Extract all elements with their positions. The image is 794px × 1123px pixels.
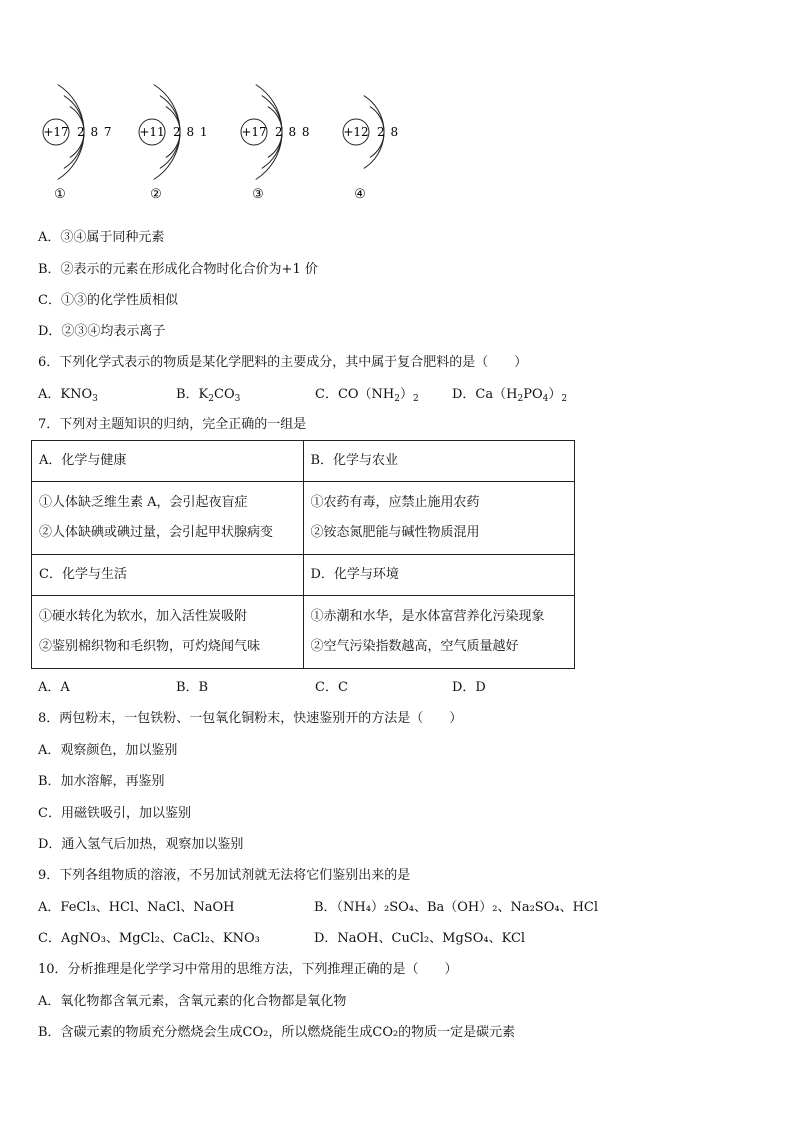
cell-d-item-1: ①赤潮和水华，是水体富营养化污染现象: [310, 609, 545, 624]
q8-option-c: C．用磁铁吸引，加以鉴别: [38, 806, 191, 821]
q10-option-b: B．含碳元素的物质充分燃烧会生成CO₂，所以燃烧能生成CO₂的物质一定是碳元素: [38, 1025, 516, 1040]
nucleus-charge: +17: [43, 125, 69, 139]
electron-counts: 2 8 7: [77, 125, 112, 139]
cell-a-item-2: ②人体缺碘或碘过量，会引起甲状腺病变: [39, 525, 274, 540]
q6-stem: 6．下列化学式表示的物质是某化学肥料的主要成分，其中属于复合肥料的是（ ）: [38, 355, 528, 370]
q7-option-a: A．A: [38, 680, 70, 695]
q9-option-a: A．FeCl₃、HCl、NaCl、NaOH: [38, 900, 235, 915]
electron-counts: 2 8: [377, 125, 399, 139]
atom-diagram-3: [241, 85, 310, 202]
cell-c-item-1: ①硬水转化为软水，加入活性炭吸附: [39, 609, 248, 624]
q6-option-d: D．$Ca(H_2PO_4)_2$: [452, 387, 568, 404]
diagram-label: ①: [54, 187, 66, 202]
atom-diagram-1: [43, 85, 112, 202]
diagram-label: ④: [354, 187, 366, 202]
q6-option-b: B．$K_2CO_3$: [176, 387, 241, 404]
cell-a-content: [32, 482, 304, 555]
atom-structure-diagrams: [36, 80, 456, 210]
cell-b-content: [303, 482, 575, 555]
q7-topic-table: [31, 440, 575, 669]
q9-options-row-1: [38, 899, 638, 917]
q5-option-d: D．②③④均表示离子: [38, 324, 166, 339]
cell-d-item-2: ②空气污染指数越高，空气质量越好: [310, 639, 519, 654]
cell-b-item-2: ②铵态氮肥能与碱性物质混用: [310, 525, 480, 540]
q10-option-a: A．氧化物都含氧元素，含氧元素的化合物都是氧化物: [38, 994, 347, 1009]
cell-a-item-1: ①人体缺乏维生素 A，会引起夜盲症: [39, 495, 248, 510]
diagram-label: ③: [252, 187, 264, 202]
cell-c-content: [32, 596, 304, 669]
q5-option-a: A．③④属于同种元素: [38, 230, 165, 245]
q8-option-d: D．通入氢气后加热，观察加以鉴别: [38, 837, 244, 852]
q9-option-d: D．NaOH、CuCl₂、MgSO₄、KCl: [314, 931, 526, 946]
q7-option-b: B．B: [176, 680, 209, 695]
cell-a-title: A．化学与健康: [32, 441, 304, 482]
q8-stem: 8．两包粉末，一包铁粉、一包氧化铜粉末，快速鉴别开的方法是（ ）: [38, 711, 463, 726]
q7-stem: 7．下列对主题知识的归纳，完全正确的一组是: [38, 417, 307, 432]
cell-b-title: B．化学与农业: [303, 441, 575, 482]
q7-option-d: D．D: [452, 680, 486, 695]
q8-option-b: B．加水溶解，再鉴别: [38, 774, 165, 789]
q9-stem: 9．下列各组物质的溶液，不另加试剂就无法将它们鉴别出来的是: [38, 868, 411, 883]
nucleus-charge: +17: [241, 125, 267, 139]
q7-options: [38, 679, 598, 697]
q9-option-b: B．（NH₄）₂SO₄、Ba（OH）₂、Na₂SO₄、HCl: [314, 900, 599, 915]
q6-option-a: A．$KNO_3$: [38, 387, 98, 404]
q6-option-c: C．$CO(NH_2)_2$: [315, 387, 419, 404]
q5-option-c: C．①③的化学性质相似: [38, 293, 178, 308]
atom-diagram-2: [139, 85, 208, 202]
electron-counts: 2 8 1: [173, 125, 208, 139]
q9-options-row-2: [38, 930, 638, 948]
atom-diagram-4: [343, 96, 398, 202]
q9-option-c: C．AgNO₃、MgCl₂、CaCl₂、KNO₃: [38, 931, 260, 946]
cell-d-content: [303, 596, 575, 669]
cell-b-item-1: ①农药有毒，应禁止施用农药: [310, 495, 480, 510]
cell-c-title: C．化学与生活: [32, 555, 304, 596]
nucleus-charge: +12: [343, 125, 369, 139]
cell-d-title: D．化学与环境: [303, 555, 575, 596]
electron-counts: 2 8 8: [275, 125, 310, 139]
q5-option-b: B．②表示的元素在形成化合物时化合价为+1 价: [38, 262, 318, 277]
nucleus-charge: +11: [139, 125, 165, 139]
diagram-label: ②: [150, 187, 162, 202]
q7-option-c: C．C: [315, 680, 348, 695]
q6-options: [38, 386, 598, 404]
q8-option-a: A．观察颜色，加以鉴别: [38, 743, 178, 758]
q10-stem: 10．分析推理是化学学习中常用的思维方法，下列推理正确的是（ ）: [38, 962, 458, 977]
cell-c-item-2: ②鉴别棉织物和毛织物，可灼烧闻气味: [39, 639, 261, 654]
